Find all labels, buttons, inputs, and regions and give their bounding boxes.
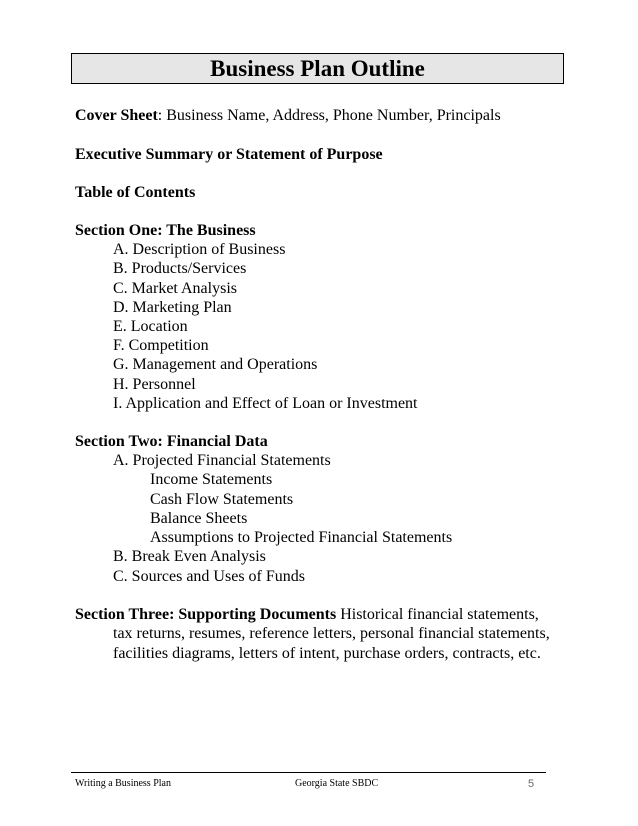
section-one-item: E. Location: [113, 318, 188, 335]
table-of-contents-heading: Table of Contents: [75, 184, 196, 201]
footer-center-text: Georgia State SBDC: [295, 778, 379, 789]
section-one-heading: Section One: The Business: [75, 222, 256, 239]
title-box: [71, 53, 564, 84]
footer-left-text: Writing a Business Plan: [75, 778, 171, 789]
cover-sheet-label: Cover Sheet: [75, 107, 158, 124]
section-one-item: D. Marketing Plan: [113, 299, 232, 316]
page-title: Business Plan Outline: [210, 56, 425, 81]
section-one-item: G. Management and Operations: [113, 356, 318, 373]
page-number: 5: [528, 778, 535, 790]
section-two-sub-item: Assumptions to Projected Financial Statements: [150, 529, 453, 546]
section-one-item: A. Description of Business: [113, 241, 286, 258]
section-three-line-3: facilities diagrams, letters of intent, purchase orders, contracts, etc.: [113, 645, 541, 662]
section-two-item-a: A. Projected Financial Statements: [113, 452, 331, 469]
section-three-text: Historical financial statements,: [336, 606, 539, 623]
section-one-item: F. Competition: [113, 337, 209, 354]
section-three-line-2: tax returns, resumes, reference letters, personal financial statements,: [113, 625, 550, 642]
section-two-sub-item: Income Statements: [150, 471, 273, 488]
cover-sheet-line: [75, 106, 501, 125]
footer-divider: [71, 772, 546, 773]
section-two-sub-item: Cash Flow Statements: [150, 491, 294, 508]
section-one-item: C. Market Analysis: [113, 280, 237, 297]
section-three-heading: Section Three: Supporting Documents: [75, 606, 337, 623]
section-two-sub-item: Balance Sheets: [150, 510, 248, 527]
section-two-item-c: C. Sources and Uses of Funds: [113, 568, 305, 585]
section-three-line-1: [75, 605, 539, 624]
section-two-item-b: B. Break Even Analysis: [113, 548, 266, 565]
cover-sheet-text: : Business Name, Address, Phone Number, Principals: [157, 107, 501, 124]
executive-summary-heading: Executive Summary or Statement of Purpose: [75, 146, 383, 163]
section-one-item: I. Application and Effect of Loan or Investment: [113, 395, 418, 412]
section-one-item: H. Personnel: [113, 376, 196, 393]
section-one-item: B. Products/Services: [113, 260, 247, 277]
section-two-heading: Section Two: Financial Data: [75, 433, 268, 450]
